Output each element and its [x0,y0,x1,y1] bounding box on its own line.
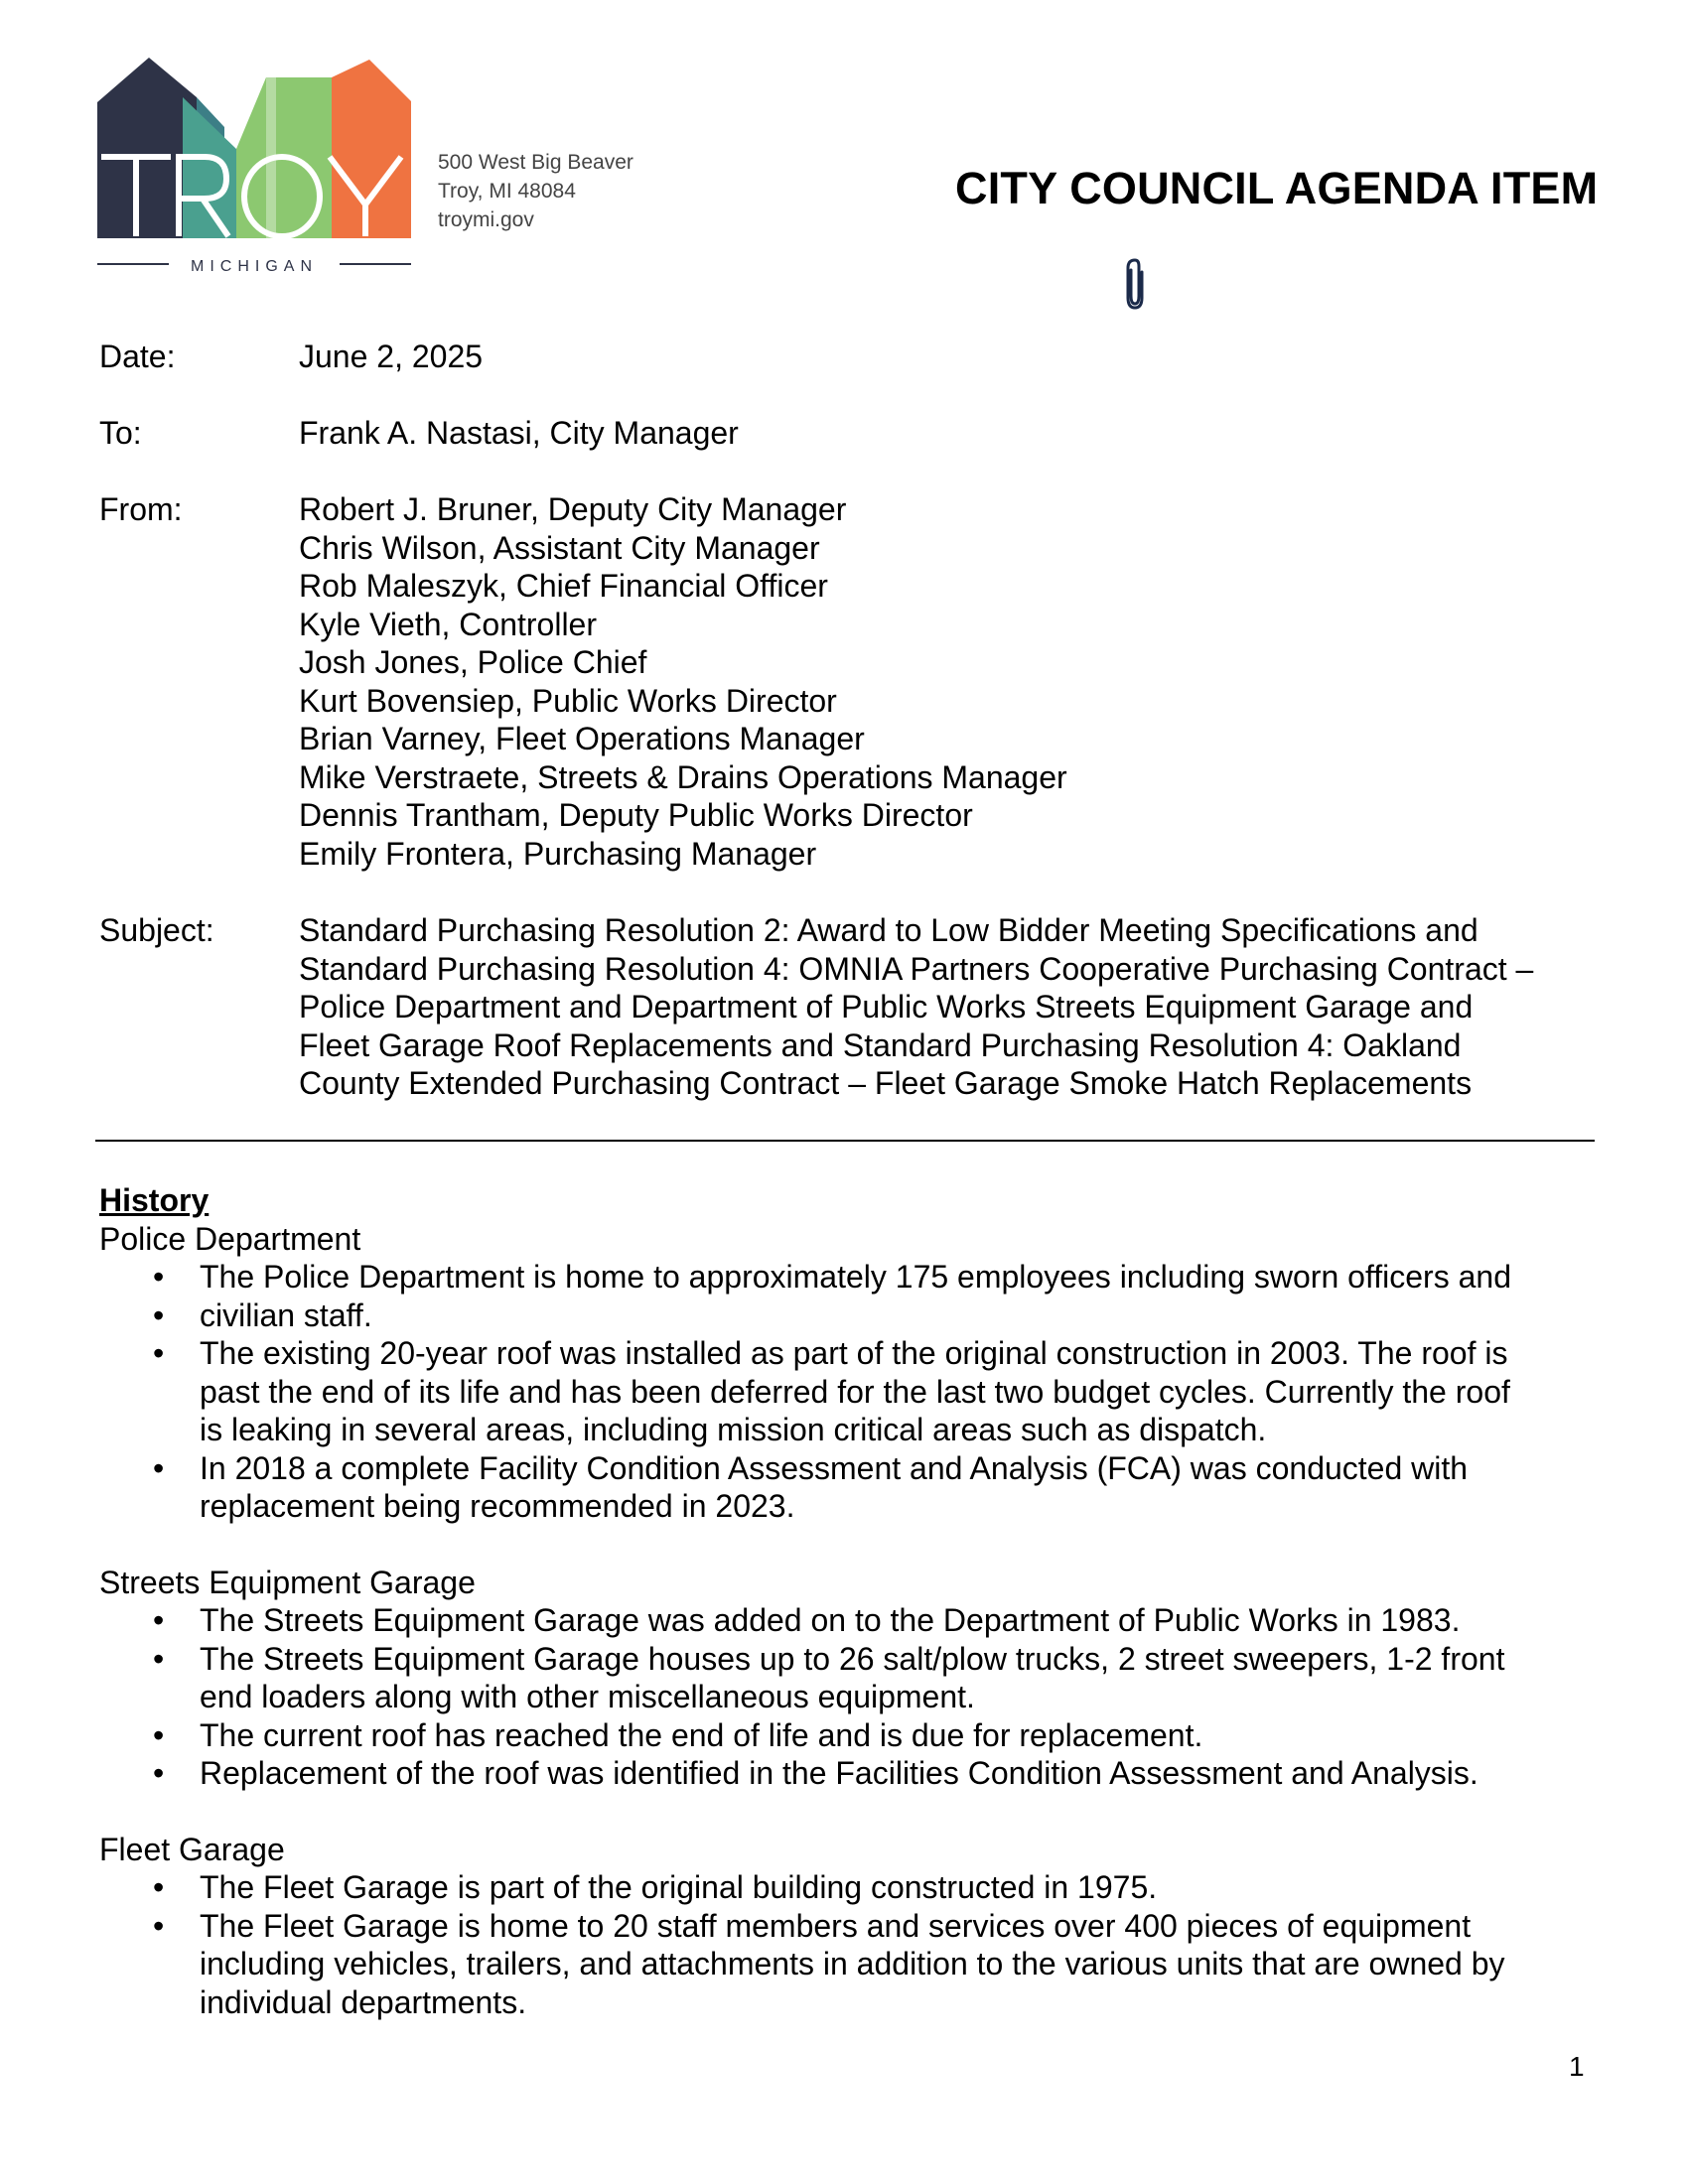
subject-line: Police Department and Department of Public Works Streets Equipment Garage and [299,989,1474,1024]
from-label: From: [99,491,183,527]
from-name: Josh Jones, Police Chief [299,644,647,680]
website-link[interactable]: troymi.gov [438,208,534,231]
list-item: • civilian staff. [99,1297,1609,1335]
fleet-subheading: Fleet Garage [99,1831,285,1867]
subject-text [299,911,1688,1103]
attachment-icon[interactable] [1122,256,1148,310]
streets-bullets [99,1601,1609,1793]
page-number: 1 [1569,2051,1585,2082]
subject-line: Fleet Garage Roof Replacements and Standard Purchasing Resolution 4: Oakland [299,1026,1462,1063]
from-name: Kurt Bovensiep, Public Works Director [299,682,837,719]
list-item: • The Streets Equipment Garage was added on to the Department of Public Works in 1983. [99,1601,1609,1640]
to-value: Frank A. Nastasi, City Manager [299,415,739,451]
subject-line: County Extended Purchasing Contract – Fleet Garage Smoke Hatch Replacements [299,1065,1473,1101]
from-name: Emily Frontera, Purchasing Manager [299,835,817,872]
list-item: • The existing 20-year roof was installed as part of the original construction in 2003. The roof is past the end of its life and has been deferred for the last two budget cycles. Currently the roof is leaking in several areas, including mission critical areas such as dispatch. [99,1334,1609,1449]
divider [95,1140,1595,1142]
list-item: • In 2018 a complete Facility Condition Assessment and Analysis (FCA) was conducted with replacement being recommended in 2023. [99,1449,1609,1526]
list-item: • The Streets Equipment Garage houses up to 26 salt/plow trucks, 2 street sweepers, 1-2 front end loaders along with other miscellaneous equipment. [99,1640,1609,1716]
from-name: Brian Varney, Fleet Operations Manager [299,721,865,756]
list-item: • Replacement of the roof was identified in the Facilities Condition Assessment and Analysis. [99,1754,1609,1793]
list-item: • The Police Department is home to approximately 175 employees including sworn officers and [99,1258,1609,1297]
address-line: 500 West Big Beaver [438,151,633,174]
page-title: CITY COUNCIL AGENDA ITEM [955,163,1599,213]
address-line: Troy, MI 48084 [438,180,576,203]
list-item: • The Fleet Garage is home to 20 staff members and services over 400 pieces of equipment including vehicles, trailers, and attachments in addition to the various units that are owned by individual departments. [99,1907,1609,2022]
police-subheading: Police Department [99,1220,361,1257]
to-label: To: [99,415,142,451]
address-block [438,148,633,234]
from-name: Dennis Trantham, Deputy Public Works Director [299,797,973,833]
police-bullets [99,1258,1609,1526]
from-name: Chris Wilson, Assistant City Manager [299,529,820,566]
from-name: Rob Maleszyk, Chief Financial Officer [299,568,828,604]
fleet-bullets [99,1868,1609,2021]
troy-logo [97,58,411,278]
subject-line: Standard Purchasing Resolution 4: OMNIA Partners Cooperative Purchasing Contract – [299,950,1534,987]
subject-line: Standard Purchasing Resolution 2: Award to Low Bidder Meeting Specifications and [299,912,1478,948]
subject-label: Subject: [99,912,214,948]
history-heading: History [99,1182,210,1218]
list-item: • The Fleet Garage is part of the original building constructed in 1975. [99,1868,1609,1907]
from-name: Mike Verstraete, Streets & Drains Operations Manager [299,758,1067,795]
logo-michigan-text: MICHIGAN [191,258,318,275]
from-name: Kyle Vieth, Controller [299,606,597,642]
from-name: Robert J. Bruner, Deputy City Manager [299,491,847,527]
from-list [299,490,1688,873]
history-section [99,1181,1609,2021]
date-value: June 2, 2025 [299,339,484,374]
list-item: • The current roof has reached the end of life and is due for replacement. [99,1716,1609,1755]
streets-subheading: Streets Equipment Garage [99,1564,476,1600]
date-label: Date: [99,339,176,374]
